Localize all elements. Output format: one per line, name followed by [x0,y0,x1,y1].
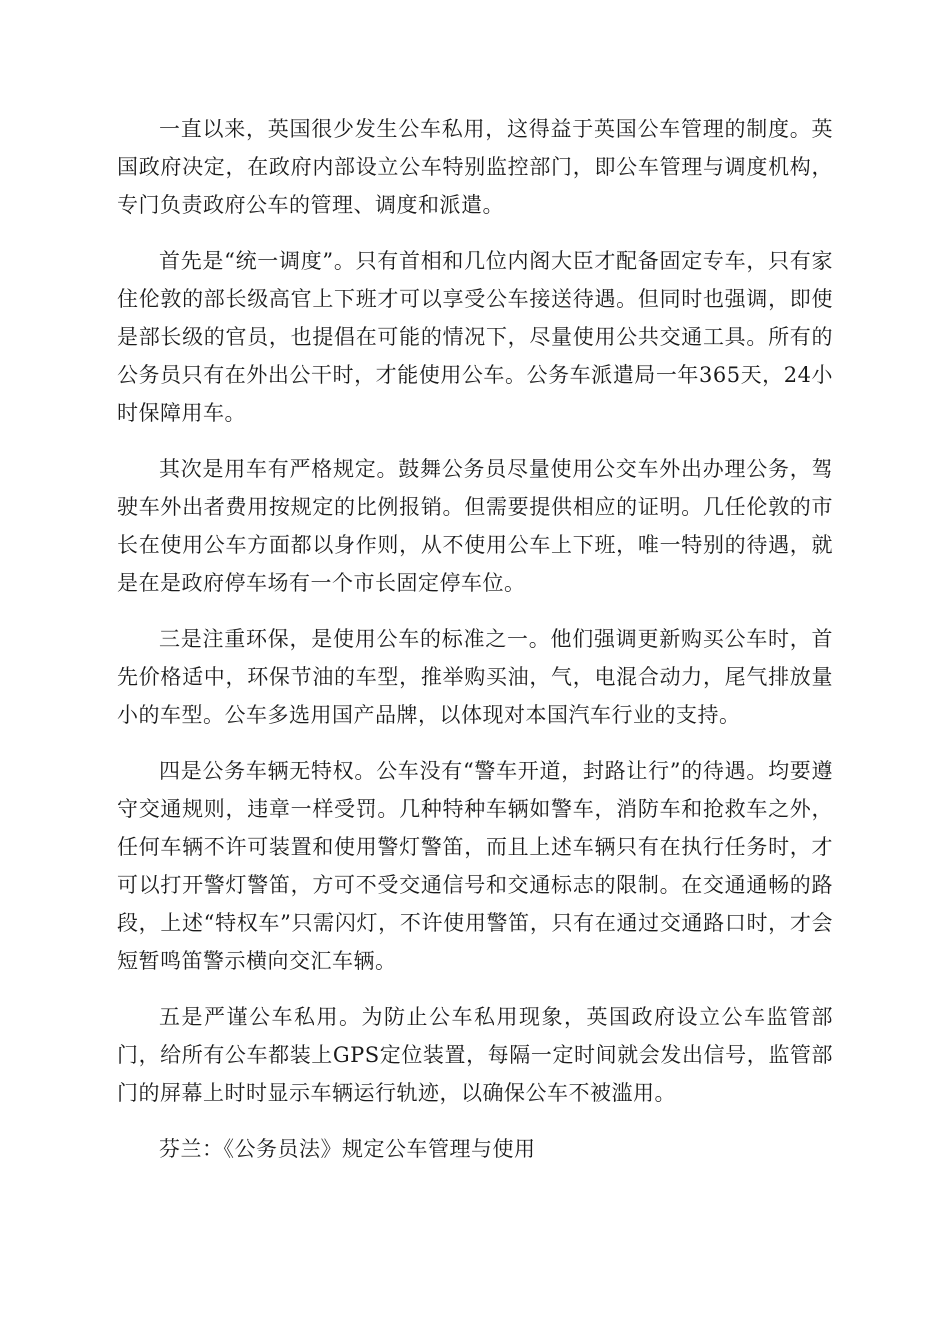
paragraph-no-privilege: 四是公务车辆无特权。公车没有“警车开道，封路让行”的待遇。均要遵守交通规则，违章一样受罚。几种特种车辆如警车，消防车和抢救车之外，任何车辆不许可装置和使用警灯警笛，而且上述车辆只有在执行任务时，才可以打开警灯警笛，方可不受交通信号和交通标志的限制。在交通通畅的路段，上述“特权车”只需闪灯，不许使用警笛，只有在通过交通路口时，才会短暂鸣笛警示横向交汇车辆。 [117,759,833,973]
paragraph-intro: 一直以来，英国很少发生公车私用，这得益于英国公车管理的制度。英国政府决定，在政府内部设立公车特别监控部门，即公车管理与调度机构，专门负责政府公车的管理、调度和派遣。 [117,117,833,217]
paragraph-strict-rules: 其次是用车有严格规定。鼓舞公务员尽量使用公交车外出办理公务，驾驶车外出者费用按规定的比例报销。但需要提供相应的证明。几任伦敦的市长在使用公车方面都以身作则，从不使用公车上下班，唯一特别的待遇，就是在是政府停车场有一个市长固定停车位。 [117,457,833,595]
document-page [117,110,833,1186]
paragraph-no-private-use: 五是严谨公车私用。为防止公车私用现象，英国政府设立公车监管部门，给所有公车都装上GPS定位装置，每隔一定时间就会发出信号，监管部门的屏幕上时时显示车辆运行轨迹，以确保公车不被滥用。 [117,1005,833,1105]
paragraph-unified-dispatch: 首先是“统一调度”。只有首相和几位内阁大臣才配备固定专车，只有家住伦敦的部长级高官上下班才可以享受公车接送待遇。但同时也强调，即使是部长级的官员，也提倡在可能的情况下，尽量使用公共交通工具。所有的公务员只有在外出公干时，才能使用公车。公务车派遣局一年365天，24小时保障用车。 [117,249,833,425]
paragraph-environmental: 三是注重环保，是使用公车的标准之一。他们强调更新购买公车时，首先价格适中，环保节油的车型，推举购买油，气，电混合动力，尾气排放量小的车型。公车多选用国产品牌，以体现对本国汽车行业的支持。 [117,627,833,727]
section-heading-finland: 芬兰：《公务员法》规定公车管理与使用 [159,1137,536,1161]
